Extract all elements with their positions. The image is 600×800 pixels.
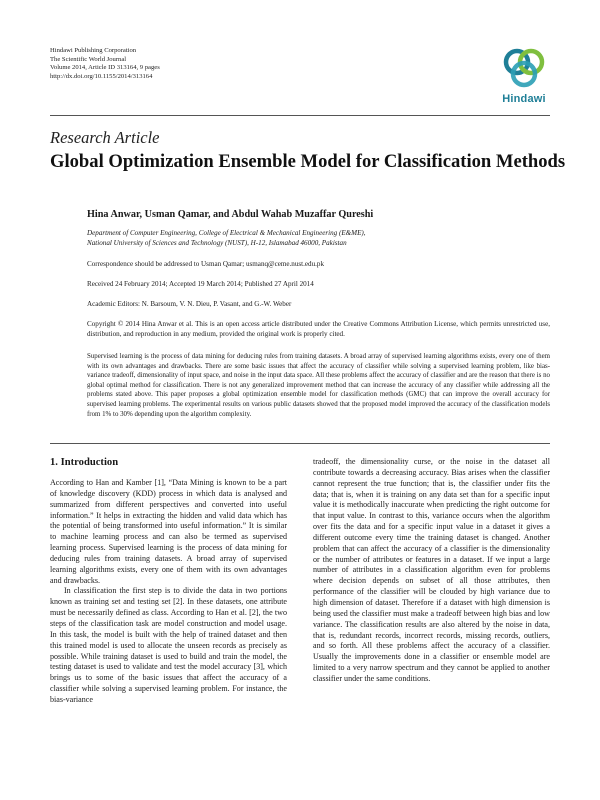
section-heading: 1. Introduction [50, 457, 119, 468]
affiliation-line: Department of Computer Engineering, College of Electrical & Mechanical Engineering (E&ME), [87, 229, 366, 237]
journal-name: The Scientific World Journal [50, 55, 127, 63]
abstract: Supervised learning is the process of data mining for deducing rules from training datasets. A broad array of supervised learning algorithms exists, every one of them with its own advantages and drawbacks. There are some basic issues that affect the accuracy of classifier while solving a supervised learning problem, like bias-variance tradeoff, dimensionality of input space, and noise in the input data space. All these problems affect the accuracy of classifier and are the reason that there is no global optimal method for classification. There is not any generalized improvement method that can increase the accuracy of any classifier while addressing all the problems stated above. This paper proposes a global optimization ensemble model for classification methods (GMC) that can improve the overall accuracy for supervised learning problems. The experimental results on various public datasets showed that the proposed model improved the accuracy of the classification models from 1% to 30% depending upon the algorithm complexity. [87, 353, 550, 418]
page-title: Global Optimization Ensemble Model for Classification Methods [50, 151, 566, 172]
volume-info: Volume 2014, Article ID 313164, 9 pages [50, 64, 160, 72]
right-column [313, 457, 550, 685]
paragraph: According to Han and Kamber [1], “Data Mining is known to be a part of knowledge discovery (KDD) process in which data is analysed and summarized from different perspectives and converted into useful information.” It helps in extracting the hidden and valid data which has the potential of being transformed into useful information.” It is similar to machine learning process and can also be termed as supervised learning process. Supervised learning is the process of data mining for deducing rules from training datasets. A broad array of supervised learning algorithms exists, every one of them with its own advantages and drawbacks. [50, 478, 287, 585]
abstract-divider [50, 443, 550, 444]
correspondence: Correspondence should be addressed to Usman Qamar; usmanq@ceme.nust.edu.pk [87, 260, 325, 268]
academic-editors: Academic Editors: N. Barsoum, V. N. Dieu, P. Vasant, and G.-W. Weber [87, 300, 292, 308]
authors: Hina Anwar, Usman Qamar, and Abdul Wahab Muzaffar Qureshi [87, 209, 374, 220]
paragraph: In classification the first step is to divide the data in two portions known as training set and testing set [2]. In these datasets, one attribute must be necessarily defined as class. According to Han et al. [2], the two steps of the classification task are model construction and model usage. In this task, the model is built with the help of trained dataset and then this trained model is used to allocate the unseen records as precisely as possible. While training dataset is used to build and train the model, the testing dataset is used to validate and test the model accuracy [3], which brings us to some of the basic issues that affect the accuracy of a classifier while solving a supervised learning problem. For instance, the bias-variance [50, 586, 287, 704]
doi-link[interactable]: http://dx.doi.org/10.1155/2014/313164 [50, 72, 153, 80]
publisher: Hindawi Publishing Corporation [50, 47, 137, 54]
hindawi-logo-icon [494, 45, 554, 91]
affiliation-line: National University of Sciences and Technology (NUST), H-12, Islamabad 46000, Pakistan [87, 239, 347, 247]
publication-dates: Received 24 February 2014; Accepted 19 March 2014; Published 27 April 2014 [87, 280, 314, 288]
journal-header [50, 47, 160, 81]
hindawi-logo [494, 45, 554, 107]
copyright-notice: Copyright © 2014 Hina Anwar et al. This is an open access article distributed under the Creative Commons Attribution License, which permits unrestricted use, distribution, and reproduction in any medium, provided the original work is properly cited. [87, 320, 550, 339]
affiliation [87, 228, 550, 248]
article-type: Research Article [50, 128, 160, 147]
left-column [50, 457, 287, 706]
paragraph: tradeoff, the dimensionality curse, or the noise in the dataset all contribute towards a decreasing accuracy. Bias arises when the classifier cannot represent the true function; that is, the classifier under fits the data; that is, when it is training on any data set than for a specific input value it is methodically inaccurate when predicting the right outcome for that input value. In contrast to this, variance occurs when the algorithm over fits the data and for a specific input value in a dataset it gives a different outcome every time the training dataset is changed. Another problem that can affect the accuracy of a classifier is the dimensionality or the number of attributes or features in a dataset. If we input a large number of attributes in a classification algorithm even for problems where decision depends on subset of all those attributes, then performance of the classifier will be clouded by high variance due to high dimension of dataset. Therefore if a dataset with high dimension is being used the classifier must make a tradeoff between high bias and low variance. The classification results are also altered by the noise in data, that is, redundant records, incorrect records, missing records, outliers, and so forth. All these problems affect the accuracy of a classifier. Usually the improvements done in a classifier or ensemble model are limited to a very narrow spectrum and they cannot be applied to another classifier under the same conditions. [313, 457, 550, 683]
header-divider [50, 115, 550, 116]
logo-text: Hindawi [502, 93, 546, 105]
